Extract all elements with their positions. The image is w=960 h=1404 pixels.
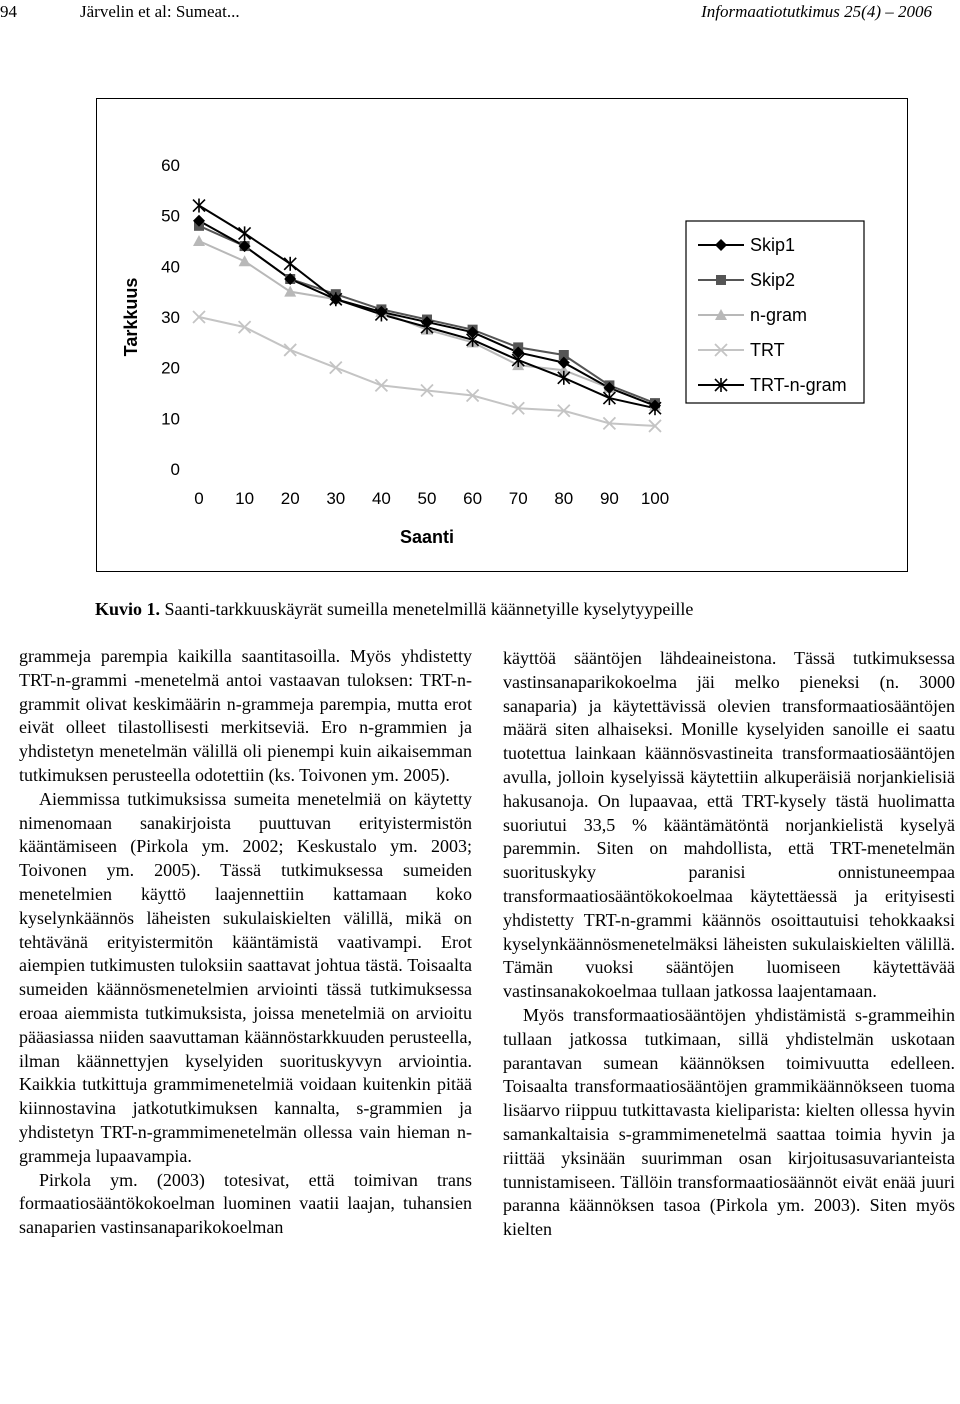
right-column (503, 647, 955, 1242)
x-tick-label: 0 (194, 489, 204, 508)
x-tick-label: 50 (417, 489, 437, 508)
legend-label: n-gram (750, 305, 808, 325)
data-point (330, 362, 342, 374)
body-paragraph: Aiemmissa tutkimuksissa sumeita menetelmiä on käytetty nimenomaan sanakirjoista puuttuvan erityistermistön kääntämiseen (Pirkola ym. 2002; Keskustalo ym. 2003; Toivonen ym. 2005). Tässä tutkimuksessa sumeiden menetelmien käyttö laajennettiin kattamaan koko kyselynkäännös läheisten sukulaiskielten välillä, mikä on tehtävänä erityistermitön kääntämistä vaativampi. Erot aiempien tutkimusten tuloksiin saattavat johtua tästä. Toisaalta sumeiden käännösmenetelmien arviointi tässä tutkimuksessa eroaa aiemmista tutkimuksista, joissa menetelmiä on arvioitu pääasiassa niiden saavuttaman käännöstarkkuuden perusteella, ilman käännettyjen kyselyiden suorituskyvyn arviointia. Kaikkia tutkittuja grammimenetelmiä voidaan kuitenkin pitää kiinnostavina jatkotutkimuksen kannalta, s-grammien ja yhdistetyn TRT-n-grammimenetelmän ollessa vain hieman n-grammeja lupaavampia. (19, 788, 472, 1166)
series-line-skip2 (199, 226, 655, 403)
data-point (284, 344, 296, 356)
x-axis-title: Saanti (399, 527, 455, 547)
caption-label: Kuvio 1. (95, 599, 161, 619)
body-paragraph: käyttöä sääntöjen lähdeaineistona. Tässä tutkimuksessa vastinsanaparikokoelma jäi melko pieneksi (n. 3000 sanaparia) ja käytettävissä olevien transformaatiosääntöjen määrä siten alhaiseksi. Monille kyselyiden sanoille ei saatu tuotettua lainkaan käännösvastineita transformaatiosääntöjen avulla, jolloin kyselyissä käytettiin alkuperäisiä norjankielisiä hakusanoja. On lupaavaa, että TRT-kysely tästä huolimatta suoriutui 33,5 % kääntämätöntä norjankielistä kyselyä paremmin. Siten on mahdollista, että TRT-menetelmän suorituskyky paranisi onnistuneempaa transformaatiosääntökokoelmaa käytettäessä ja erityisesti yhdistetty TRT-n-grammi käännös osoittautuisi tehokkaaksi kyselynkäännösmenetelmäksi läheisten sukulaiskielten välillä. Tämän vuoksi sääntöjen luomiseen käytettävää vastinsanakokoelmaa tullaan jatkossa laajentamaan. (503, 648, 955, 1002)
page-number: 94 (0, 2, 17, 21)
legend-label: TRT-n-gram (750, 375, 847, 395)
data-point (512, 353, 524, 367)
data-point (284, 257, 296, 271)
body-paragraph: Pirkola ym. (2003) totesivat, että toimivan trans formaatiosääntökokoelman luominen vaatii laajan, tuhansien sanaparien vastinsanaparikokoelman (19, 1169, 472, 1238)
body-paragraph: grammeja parempia kaikilla saantitasoilla. Myös yhdistetty TRT-n-grammi -menetelmä antoi vastaavan tuloksen: TRT-n-grammit olivat keskimäärin n-grammeja parempia, mutta erot eivät olleet tilastollisesti merkitseviä. Ero n-grammien ja yhdistetyn menetelmän välillä oli pienempi kuin aikaisemman tutkimuksen perusteella odotettiin (ks. Toivonen ym. 2005). (19, 646, 472, 785)
x-tick-label: 20 (280, 489, 300, 508)
y-tick-label: 30 (161, 308, 180, 327)
x-tick-label: 30 (326, 489, 346, 508)
journal-name: Informaatiotutkimus 25(4) – 2006 (701, 2, 932, 21)
data-point (558, 371, 570, 385)
y-tick-label: 60 (161, 156, 180, 175)
legend-marker (716, 275, 726, 285)
y-tick-label: 20 (161, 358, 180, 378)
x-tick-label: 60 (463, 489, 483, 508)
series-line-trt-n-gram (199, 206, 655, 409)
caption-text: Saanti-tarkkuuskäyrät sumeilla menetelmillä käännetyille kyselytyypeille (164, 599, 694, 619)
data-point (239, 226, 251, 240)
running-header (0, 0, 960, 28)
data-point (193, 235, 205, 246)
legend-label: Skip2 (750, 270, 796, 290)
left-column (19, 645, 472, 1240)
data-point (193, 199, 205, 213)
y-tick-label: 40 (161, 257, 180, 277)
x-tick-label: 90 (599, 489, 619, 508)
data-point (239, 255, 251, 266)
figure-caption (95, 599, 693, 620)
x-tick-label: 10 (235, 489, 255, 508)
x-tick-label: 40 (371, 489, 391, 508)
figure-frame (96, 98, 908, 572)
y-tick-label: 10 (161, 409, 180, 429)
data-point (284, 286, 296, 297)
x-tick-label: 70 (508, 489, 528, 508)
x-tick-label: 100 (640, 489, 670, 508)
line-chart (97, 99, 909, 573)
x-tick-label: 80 (554, 489, 574, 508)
y-tick-label: 50 (161, 206, 180, 226)
body-paragraph: Myös transformaatiosääntöjen yhdistämistä s-grammeihin tullaan jatkossa tutkimaan, sillä yhdistelmän uskotaan parantavan sumean käännöksen toimivuutta edelleen. Toisaalta transformaatiosääntöjen grammikäännökseen tuoma lisäarvo riippuu tutkittavasta kieliparista: kielten ollessa hyvin samankaltaisia s-grammimenetelmä saattaa toimia hyvin ja riittää yksinään suurimman osan kirjoitusasuvarianteista tunnistamiseen. Tällöin transformaatiosäännöt eivät enää juuri paranna käännöksen tasoa (Pirkola ym. 2003). Siten myös kielten (503, 1004, 955, 1240)
running-title: Järvelin et al: Sumeat... (80, 2, 240, 21)
y-axis-title: Tarkkuus (121, 277, 141, 357)
y-tick-label: 0 (170, 460, 180, 479)
legend-label: Skip1 (750, 235, 796, 255)
legend-label: TRT (750, 340, 785, 360)
data-point (467, 333, 479, 347)
